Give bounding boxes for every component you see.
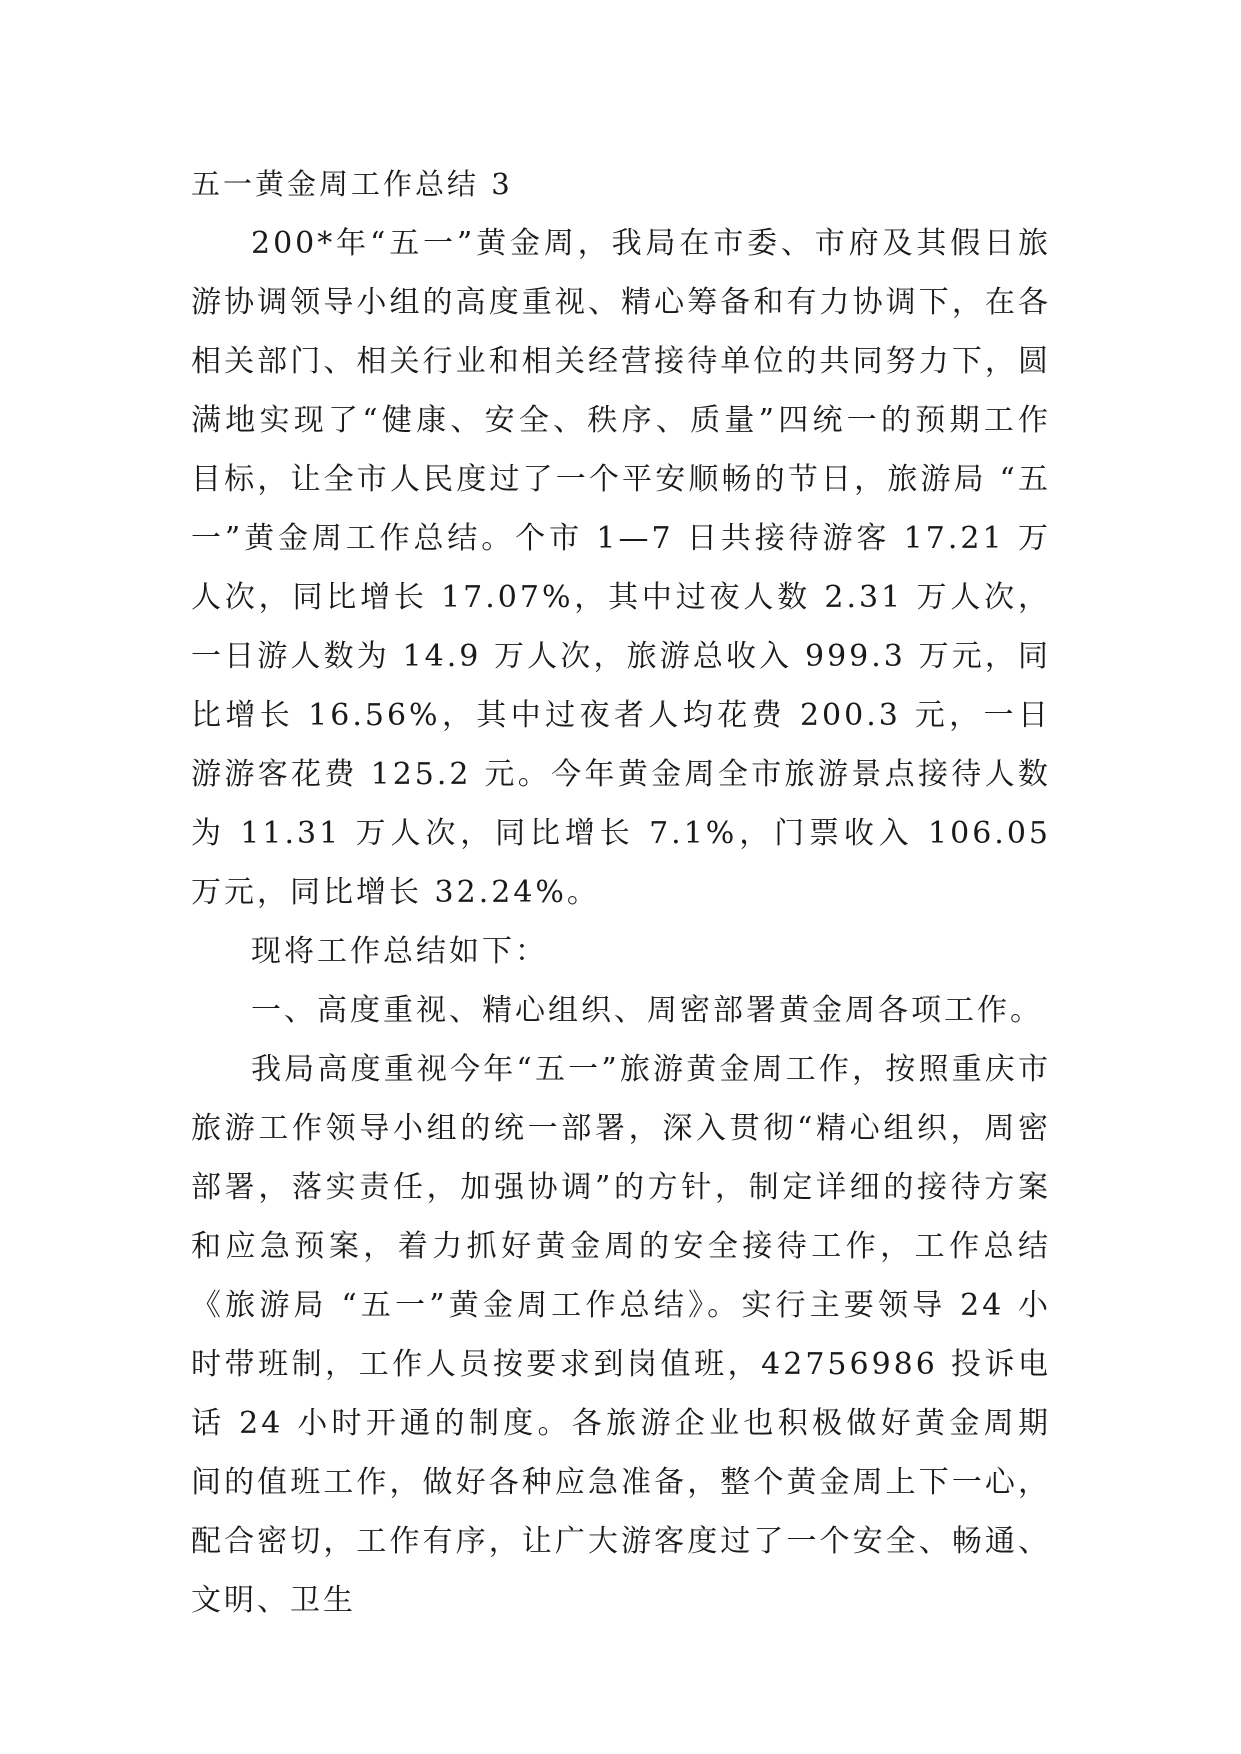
section-heading-one: 一、高度重视、精心组织、周密部署黄金周各项工作。 (251, 993, 1043, 1028)
paragraph-summary-intro: 现将工作总结如下： (251, 934, 548, 969)
paragraph-overview: 200*年“五一”黄金周，我局在市委、市府及其假日旅游协调领导小组的高度重视、精心筹备和有力协调下，在各相关部门、相关行业和相关经营接待单位的共同努力下，圆满地实现了“健康、安全、秩序、质量”四统一的预期工作目标，让全市人民度过了一个平安顺畅的节日，旅游局 “五一”黄金周工作总结。个市 1—7 日共接待游客 17.21 万人次，同比增长 17.07%，其中过夜人数 2.31 万人次，一日游人数为 14.9 万人次，旅游总收入 999.3 万元，同比增长 16.56%，其中过夜者人均花费 200.3 元，一日游游客花费 125.2 元。今年黄金周全市旅游景点接待人数为 11.31 万人次，同比增长 7.1%，门票收入 106.05 万元，同比增长 32.24%。 (191, 226, 1051, 910)
paragraph-section-one: 我局高度重视今年“五一”旅游黄金周工作，按照重庆市旅游工作领导小组的统一部署，深入贯彻“精心组织，周密部署，落实责任，加强协调”的方针，制定详细的接待方案和应急预案，着力抓好黄金周的安全接待工作，工作总结《旅游局 “五一”黄金周工作总结》。实行主要领导 24 小时带班制，工作人员按要求到岗值班，42756986 投诉电话 24 小时开通的制度。各旅游企业也积极做好黄金周期间的值班工作，做好各种应急准备，整个黄金周上下一心，配合密切，工作有序，让广大游客度过了一个安全、畅通、文明、卫生 (191, 1052, 1051, 1618)
document-title: 五一黄金周工作总结 3 (191, 167, 513, 201)
document-body (191, 155, 1051, 1630)
